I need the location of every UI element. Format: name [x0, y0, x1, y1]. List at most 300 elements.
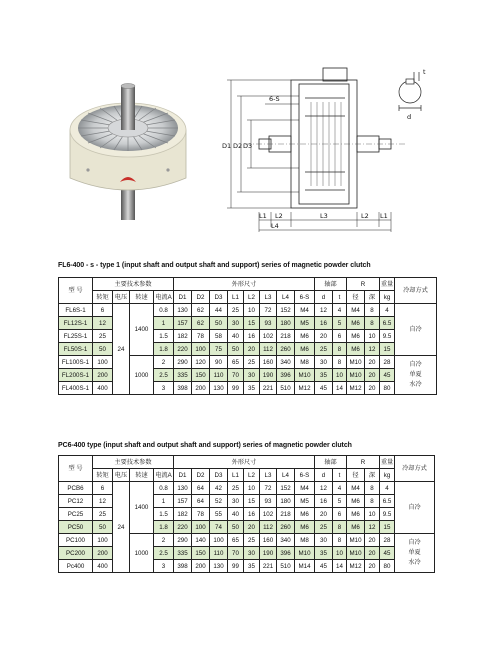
cell: 1 — [154, 495, 174, 508]
cell: 10 — [333, 547, 347, 560]
table1-title: FL6-400 - s - type 1 (input shaft and output shaft and support) series of magnetic powder clutch — [58, 262, 371, 269]
cell: M4 — [295, 482, 315, 495]
cell: 28 — [380, 534, 395, 547]
cell: 2 — [154, 356, 174, 369]
cell: 0.8 — [154, 304, 174, 317]
header-model: 型 号 — [59, 456, 93, 482]
header-6s: 6-S — [295, 469, 315, 482]
cell: FL6S-1 — [59, 304, 93, 317]
cell: 64 — [192, 482, 210, 495]
cell: 3 — [154, 560, 174, 573]
dim-label-d: d — [407, 113, 412, 121]
cell: 25 — [244, 534, 260, 547]
spec-table-pc — [58, 455, 435, 573]
cell: 200 — [93, 547, 113, 560]
header-current: 电流A — [154, 469, 174, 482]
speed-cell: 1400 — [130, 304, 154, 356]
voltage-cell: 24 — [113, 304, 130, 395]
cell: 510 — [277, 560, 295, 573]
header-t: t — [333, 469, 347, 482]
cell: 50 — [93, 343, 113, 356]
header-d2: D2 — [192, 469, 210, 482]
cell: FL12S-1 — [59, 317, 93, 330]
cell: 12 — [315, 304, 333, 317]
cell: 190 — [260, 547, 277, 560]
cell: 70 — [228, 369, 244, 382]
header-main-params: 主要技术参数 — [93, 278, 174, 291]
cell: 10 — [244, 482, 260, 495]
cell: M4 — [347, 304, 365, 317]
cell: PC25 — [59, 508, 93, 521]
cell: 74 — [210, 521, 228, 534]
header-speed: 转速 — [130, 469, 154, 482]
cell: 15 — [244, 317, 260, 330]
cell: M6 — [347, 495, 365, 508]
header-voltage: 电压 — [113, 291, 130, 304]
header-dims: 外形尺寸 — [174, 456, 315, 469]
table2-title: PC6-400 type (input shaft and output shaft and support) series of magnetic powder clutch — [58, 442, 352, 449]
dim-label-l4: L4 — [271, 222, 279, 230]
header-main-params: 主要技术参数 — [93, 456, 174, 469]
header-l2: L2 — [244, 291, 260, 304]
cell: PC200 — [59, 547, 93, 560]
cell: 99 — [228, 560, 244, 573]
cell: 100 — [210, 534, 228, 547]
cell: M6 — [347, 343, 365, 356]
cooling-cell: 自冷 — [395, 482, 435, 534]
cell: 220 — [174, 343, 192, 356]
dim-label-d3: D3 — [243, 142, 253, 150]
cell: 157 — [174, 495, 192, 508]
cell: 30 — [315, 534, 333, 547]
cell: 8 — [365, 482, 380, 495]
clutch-photo — [58, 70, 198, 220]
cell: 72 — [260, 482, 277, 495]
cell: 20 — [365, 534, 380, 547]
voltage-cell: 24 — [113, 482, 130, 573]
cell: 396 — [277, 547, 295, 560]
cell: 335 — [174, 547, 192, 560]
cell: 2 — [154, 534, 174, 547]
cell: 78 — [192, 330, 210, 343]
cell: 8 — [333, 521, 347, 534]
cell: M6 — [295, 508, 315, 521]
cell: 8 — [365, 317, 380, 330]
header-key: R — [347, 278, 380, 291]
cell: 99 — [228, 382, 244, 395]
cell: 12 — [315, 482, 333, 495]
cell: 90 — [210, 356, 228, 369]
cell: 1 — [154, 317, 174, 330]
cell: M10 — [295, 547, 315, 560]
header-t: t — [333, 291, 347, 304]
cell: 30 — [315, 356, 333, 369]
cell: 5 — [333, 495, 347, 508]
cell: M6 — [347, 330, 365, 343]
cell: 58 — [210, 330, 228, 343]
header-key: R — [347, 456, 380, 469]
header-kg: kg — [380, 469, 395, 482]
cell: 8 — [365, 304, 380, 317]
cell: M10 — [347, 547, 365, 560]
cell: 152 — [277, 482, 295, 495]
dim-label-t: t — [423, 68, 426, 76]
cell: 6 — [93, 304, 113, 317]
dim-label-l1-right: L1 — [380, 212, 388, 220]
header-l4: L4 — [277, 469, 295, 482]
cell: M6 — [347, 508, 365, 521]
cell: 6 — [333, 330, 347, 343]
cell: 25 — [315, 521, 333, 534]
cell: 190 — [260, 369, 277, 382]
cell: 70 — [228, 547, 244, 560]
header-shaft: 轴部 — [315, 456, 347, 469]
cell: 20 — [365, 369, 380, 382]
cell: 45 — [315, 560, 333, 573]
cell: 400 — [93, 382, 113, 395]
cell: 4 — [333, 304, 347, 317]
cell: 45 — [315, 382, 333, 395]
header-l3: L3 — [260, 469, 277, 482]
cell: PC12 — [59, 495, 93, 508]
cell: 62 — [192, 304, 210, 317]
cell: 340 — [277, 534, 295, 547]
cell: M10 — [347, 356, 365, 369]
cell: M10 — [347, 534, 365, 547]
header-d3: D3 — [210, 469, 228, 482]
cell: M4 — [295, 304, 315, 317]
header-torque: 转矩 — [93, 469, 113, 482]
cell: 8 — [333, 356, 347, 369]
dim-label-d2: D2 — [233, 142, 243, 150]
cell: 200 — [192, 560, 210, 573]
cell: 100 — [192, 521, 210, 534]
cooling-cell: 自冷 — [395, 304, 437, 356]
cell: 130 — [210, 560, 228, 573]
header-6s: 6-S — [295, 291, 315, 304]
cooling-cell: 自冷 单夏 水冷 — [395, 534, 435, 573]
cell: 4 — [380, 304, 395, 317]
cell: 20 — [315, 330, 333, 343]
cell: 221 — [260, 560, 277, 573]
cell: M8 — [295, 356, 315, 369]
cell: 15 — [380, 521, 395, 534]
cell: 120 — [192, 356, 210, 369]
cell: 12 — [365, 521, 380, 534]
cell: 340 — [277, 356, 295, 369]
dim-label-6s: 6-S — [269, 95, 280, 103]
cell: 12 — [93, 317, 113, 330]
table-row — [59, 482, 435, 495]
cell: M5 — [295, 317, 315, 330]
cell: 112 — [260, 343, 277, 356]
cell: 182 — [174, 508, 192, 521]
cell: 10 — [333, 369, 347, 382]
cell: FL200S-1 — [59, 369, 93, 382]
cell: 150 — [192, 547, 210, 560]
cell: 10 — [365, 330, 380, 343]
cell: 221 — [260, 382, 277, 395]
cell: M8 — [295, 534, 315, 547]
dim-label-l2-right: L2 — [361, 212, 369, 220]
cell: 16 — [244, 330, 260, 343]
cell: 80 — [380, 560, 395, 573]
cell: 160 — [260, 534, 277, 547]
header-d: d — [315, 291, 333, 304]
cell: 2.5 — [154, 369, 174, 382]
header-d2: D2 — [192, 291, 210, 304]
cell: 14 — [333, 382, 347, 395]
cell: M6 — [347, 317, 365, 330]
header-dims: 外形尺寸 — [174, 278, 315, 291]
header-weight: 重量 — [380, 456, 395, 469]
header-d3: D3 — [210, 291, 228, 304]
cell: 15 — [380, 343, 395, 356]
cell: 55 — [210, 508, 228, 521]
header-l2: L2 — [244, 469, 260, 482]
cell: 15 — [244, 495, 260, 508]
cell: 6.5 — [380, 495, 395, 508]
cell: 12 — [365, 343, 380, 356]
cell: 8 — [333, 534, 347, 547]
cell: 25 — [228, 482, 244, 495]
cell: 30 — [244, 369, 260, 382]
cell: 20 — [244, 521, 260, 534]
dim-label-l1-left: L1 — [259, 212, 267, 220]
header-cooling: 冷却方式 — [395, 278, 437, 304]
cell: 1.5 — [154, 330, 174, 343]
cell: 20 — [365, 547, 380, 560]
cell: 260 — [277, 521, 295, 534]
cell: 150 — [192, 369, 210, 382]
cell: M10 — [295, 369, 315, 382]
cell: 100 — [192, 343, 210, 356]
header-l1: L1 — [228, 469, 244, 482]
cell: M6 — [295, 521, 315, 534]
header-current: 电流A — [154, 291, 174, 304]
cell: 130 — [174, 482, 192, 495]
cell: 28 — [380, 356, 395, 369]
cell: 25 — [244, 356, 260, 369]
cell: 35 — [244, 382, 260, 395]
cell: 335 — [174, 369, 192, 382]
cell: M4 — [347, 482, 365, 495]
cell: 130 — [210, 382, 228, 395]
cell: 290 — [174, 534, 192, 547]
cell: 80 — [380, 382, 395, 395]
header-cooling: 冷却方式 — [395, 456, 435, 482]
cell: 180 — [277, 495, 295, 508]
dim-label-l3: L3 — [320, 212, 328, 220]
cell: 157 — [174, 317, 192, 330]
cell: 44 — [210, 304, 228, 317]
cell: 6 — [93, 482, 113, 495]
cell: 16 — [315, 495, 333, 508]
header-depth: 深 — [365, 291, 380, 304]
cell: 398 — [174, 560, 192, 573]
header-model: 型 号 — [59, 278, 93, 304]
cell: 25 — [228, 304, 244, 317]
cell: 35 — [315, 547, 333, 560]
cell: M12 — [347, 382, 365, 395]
header-shaft: 轴部 — [315, 278, 347, 291]
cell: 25 — [93, 330, 113, 343]
cell: 14 — [333, 560, 347, 573]
cell: 130 — [174, 304, 192, 317]
cell: FL25S-1 — [59, 330, 93, 343]
cell: 110 — [210, 369, 228, 382]
cell: 16 — [244, 508, 260, 521]
cell: 16 — [315, 317, 333, 330]
cell: 40 — [228, 330, 244, 343]
header-voltage: 电压 — [113, 469, 130, 482]
cell: 64 — [192, 495, 210, 508]
cell: 20 — [365, 560, 380, 573]
cell: 20 — [315, 508, 333, 521]
cell: 25 — [315, 343, 333, 356]
header-l4: L4 — [277, 291, 295, 304]
cell: 50 — [210, 317, 228, 330]
cell: M12 — [347, 560, 365, 573]
cell: FL400S-1 — [59, 382, 93, 395]
cell: 6.5 — [380, 317, 395, 330]
cell: 1.8 — [154, 521, 174, 534]
cell: 218 — [277, 508, 295, 521]
cell: 12 — [93, 495, 113, 508]
cell: 160 — [260, 356, 277, 369]
header-l3: L3 — [260, 291, 277, 304]
cell: 102 — [260, 330, 277, 343]
cell: 75 — [210, 343, 228, 356]
cell: 20 — [365, 382, 380, 395]
cell: M14 — [295, 560, 315, 573]
cell: 9.5 — [380, 508, 395, 521]
cell: 78 — [192, 508, 210, 521]
cell: 290 — [174, 356, 192, 369]
cell: 6 — [333, 508, 347, 521]
cell: M10 — [347, 369, 365, 382]
cell: 10 — [244, 304, 260, 317]
header-weight: 重量 — [380, 278, 395, 291]
cell: 45 — [380, 547, 395, 560]
cell: 40 — [228, 508, 244, 521]
cell: 3 — [154, 382, 174, 395]
cell: 62 — [192, 317, 210, 330]
header-d1: D1 — [174, 291, 192, 304]
cell: 400 — [93, 560, 113, 573]
cell: 2.5 — [154, 547, 174, 560]
header-d: d — [315, 469, 333, 482]
cell: 110 — [210, 547, 228, 560]
cell: 100 — [93, 534, 113, 547]
cell: M6 — [295, 343, 315, 356]
dimension-drawing — [205, 62, 435, 237]
cell: 20 — [365, 356, 380, 369]
header-speed: 转速 — [130, 291, 154, 304]
cell: 50 — [93, 521, 113, 534]
cell: 4 — [333, 482, 347, 495]
cell: 1.8 — [154, 343, 174, 356]
dim-label-l2-left: L2 — [275, 212, 283, 220]
cell: 65 — [228, 534, 244, 547]
cooling-cell: 自冷 单夏 水冷 — [395, 356, 437, 395]
cell: 30 — [244, 547, 260, 560]
header-l1: L1 — [228, 291, 244, 304]
header-depth: 深 — [365, 469, 380, 482]
dim-label-d1: D1 — [222, 142, 232, 150]
cell: 50 — [228, 343, 244, 356]
cell: 93 — [260, 495, 277, 508]
spec-table-fl — [58, 277, 437, 395]
cell: 8 — [365, 495, 380, 508]
cell: 182 — [174, 330, 192, 343]
cell: 100 — [93, 356, 113, 369]
cell: 260 — [277, 343, 295, 356]
cell: 10 — [365, 508, 380, 521]
cell: M6 — [295, 330, 315, 343]
cell: PC50 — [59, 521, 93, 534]
cell: 30 — [228, 495, 244, 508]
cell: 20 — [244, 343, 260, 356]
header-dia: 径 — [347, 469, 365, 482]
cell: 9.5 — [380, 330, 395, 343]
cell: 8 — [333, 343, 347, 356]
cell: Pc400 — [59, 560, 93, 573]
speed-cell: 1400 — [130, 482, 154, 534]
cell: 396 — [277, 369, 295, 382]
table-row — [59, 304, 437, 317]
cell: M12 — [295, 382, 315, 395]
cell: 25 — [93, 508, 113, 521]
cell: 398 — [174, 382, 192, 395]
cell: M5 — [295, 495, 315, 508]
cell: 72 — [260, 304, 277, 317]
header-d1: D1 — [174, 469, 192, 482]
cell: 52 — [210, 495, 228, 508]
cell: 0.8 — [154, 482, 174, 495]
cell: PC100 — [59, 534, 93, 547]
cell: 218 — [277, 330, 295, 343]
cell: 5 — [333, 317, 347, 330]
cell: 45 — [380, 369, 395, 382]
cell: 42 — [210, 482, 228, 495]
cell: 65 — [228, 356, 244, 369]
cell: 140 — [192, 534, 210, 547]
cell: 152 — [277, 304, 295, 317]
cell: FL100S-1 — [59, 356, 93, 369]
header-kg: kg — [380, 291, 395, 304]
cell: 35 — [315, 369, 333, 382]
cell: 4 — [380, 482, 395, 495]
cell: M6 — [347, 521, 365, 534]
cell: 30 — [228, 317, 244, 330]
cell: FL50S-1 — [59, 343, 93, 356]
cell: 93 — [260, 317, 277, 330]
speed-cell: 1000 — [130, 534, 154, 573]
header-dia: 径 — [347, 291, 365, 304]
cell: 112 — [260, 521, 277, 534]
speed-cell: 1000 — [130, 356, 154, 395]
cell: PCB6 — [59, 482, 93, 495]
cell: 510 — [277, 382, 295, 395]
cell: 180 — [277, 317, 295, 330]
cell: 220 — [174, 521, 192, 534]
cell: 35 — [244, 560, 260, 573]
header-torque: 转矩 — [93, 291, 113, 304]
cell: 200 — [93, 369, 113, 382]
cell: 102 — [260, 508, 277, 521]
cell: 1.5 — [154, 508, 174, 521]
